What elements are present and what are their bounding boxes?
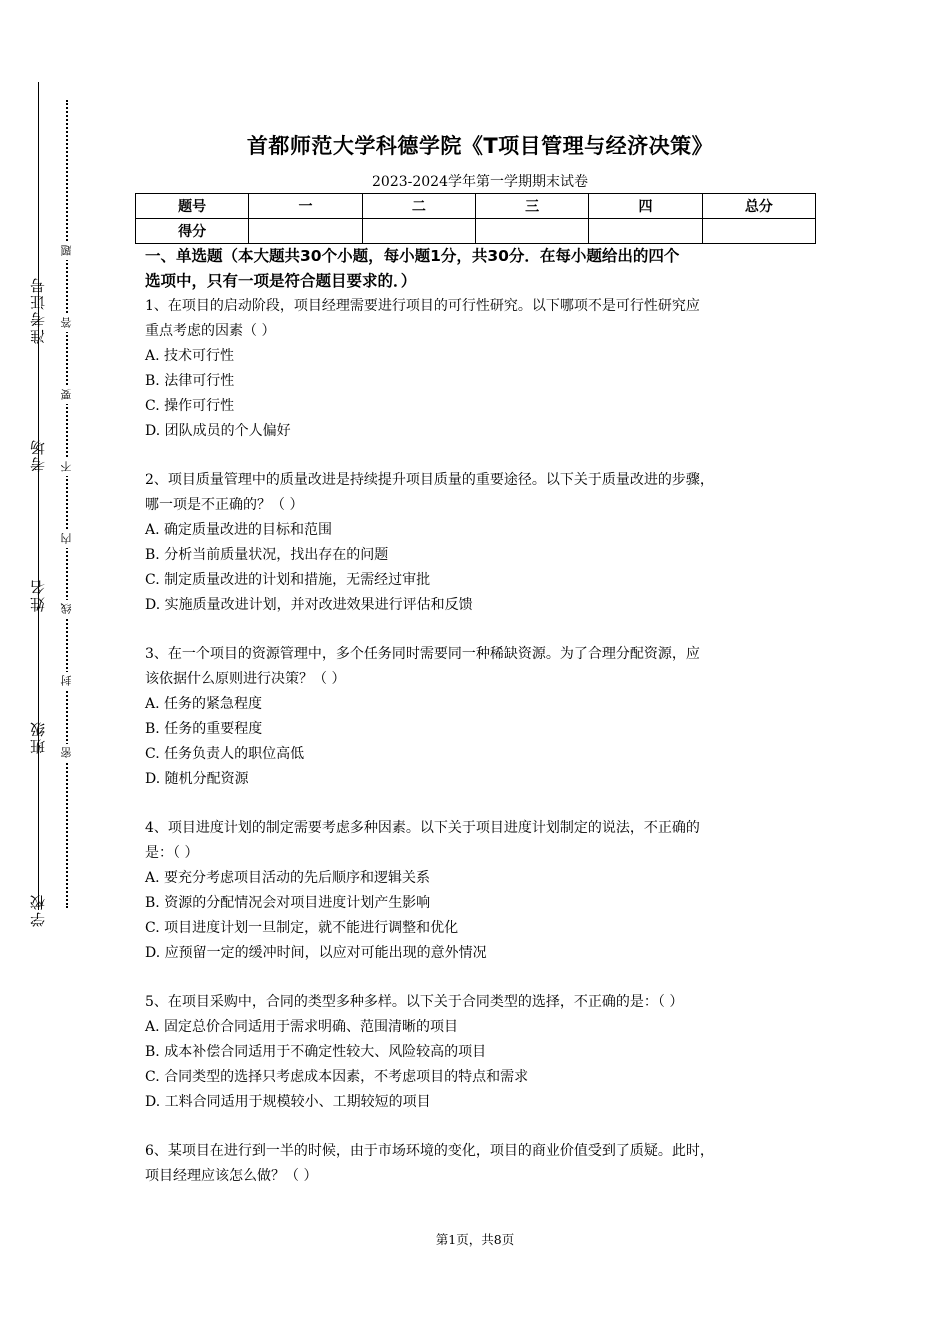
- score-header-cell: 三: [475, 194, 588, 219]
- question-option: B. 成本补偿合同适用于不确定性较大、风险较高的项目: [145, 1044, 487, 1060]
- question-option: C. 操作可行性: [145, 398, 235, 414]
- score-cell: [475, 219, 588, 244]
- question-option: C. 合同类型的选择只考虑成本因素，不考虑项目的特点和需求: [145, 1069, 529, 1085]
- binding-label-school: 学校: [29, 893, 47, 927]
- question-option: B. 法律可行性: [145, 373, 235, 389]
- score-header-cell: 总分: [702, 194, 815, 219]
- question-option: A. 固定总价合同适用于需求明确、范围清晰的项目: [145, 1019, 459, 1035]
- exam-subtitle: 2023-2024学年第一学期期末试卷: [372, 174, 588, 190]
- question-stem-line: 4、项目进度计划的制定需要考虑多种因素。以下关于项目进度计划制定的说法，不正确的: [145, 820, 700, 836]
- seal-char: 密: [58, 744, 76, 762]
- score-cell: [589, 219, 702, 244]
- question-stem-line: 哪一项是不正确的？（ ）: [145, 497, 304, 513]
- question-option: C. 任务负责人的职位高低: [145, 746, 305, 762]
- seal-char: 要: [58, 386, 76, 404]
- binding-label-name: 姓名: [29, 578, 47, 612]
- question-stem-line: 是：（ ）: [145, 845, 199, 861]
- binding-label-class: 班级: [29, 720, 47, 754]
- score-table: [135, 193, 816, 244]
- score-table-header-row: [136, 194, 816, 219]
- seal-char: 不: [58, 458, 76, 476]
- question-option: D. 应预留一定的缓冲时间，以应对可能出现的意外情况: [145, 945, 487, 961]
- question-stem-line: 6、某项目在进行到一半的时候，由于市场环境的变化，项目的商业价值受到了质疑。此时，: [145, 1143, 714, 1159]
- score-header-cell: 题号: [136, 194, 249, 219]
- score-cell: [702, 219, 815, 244]
- question-stem-line: 项目经理应该怎么做？（ ）: [145, 1168, 318, 1184]
- seal-char: 题: [58, 242, 76, 260]
- section-heading-line: 选项中，只有一项是符合题目要求的．）: [145, 272, 417, 290]
- question-5: [145, 990, 817, 1115]
- score-header-cell: 一: [249, 194, 362, 219]
- question-option: B. 资源的分配情况会对项目进度计划产生影响: [145, 895, 431, 911]
- seal-char: 内: [58, 530, 76, 548]
- question-1: [145, 294, 817, 444]
- binding-solid-line: [38, 82, 39, 910]
- score-header-cell: 二: [362, 194, 475, 219]
- question-option: C. 制定质量改进的计划和措施，无需经过审批: [145, 572, 431, 588]
- question-4: [145, 816, 817, 966]
- binding-dotted-line: [66, 100, 68, 908]
- section-heading-line: 一、单选题（本大题共30个小题，每小题1分，共30分．在每小题给出的四个: [145, 247, 680, 265]
- exam-title: 首都师范大学科德学院《T项目管理与经济决策》: [246, 134, 714, 158]
- score-cell: [249, 219, 362, 244]
- question-option: A. 要充分考虑项目活动的先后顺序和逻辑关系: [145, 870, 431, 886]
- seal-char: 答: [58, 314, 76, 332]
- question-2: [145, 468, 817, 618]
- question-stem-line: 该依据什么原则进行决策？（ ）: [145, 671, 346, 687]
- page-footer: 第1页，共8页: [435, 1232, 515, 1247]
- question-option: A. 任务的紧急程度: [145, 696, 263, 712]
- question-option: C. 项目进度计划一旦制定，就不能进行调整和优化: [145, 920, 459, 936]
- score-row-label: 得分: [136, 219, 249, 244]
- question-option: A. 确定质量改进的目标和范围: [145, 522, 333, 538]
- question-option: B. 分析当前质量状况，找出存在的问题: [145, 547, 389, 563]
- score-cell: [362, 219, 475, 244]
- question-stem-line: 重点考虑的因素（ ）: [145, 323, 276, 339]
- seal-char: 线: [58, 600, 76, 618]
- question-option: D. 工料合同适用于规模较小、工期较短的项目: [145, 1094, 431, 1110]
- binding-label-exam-room: 考场: [29, 438, 47, 472]
- question-stem-line: 2、项目质量管理中的质量改进是持续提升项目质量的重要途径。以下关于质量改进的步骤，: [145, 472, 714, 488]
- question-option: B. 任务的重要程度: [145, 721, 263, 737]
- question-stem-line: 5、在项目采购中，合同的类型多种多样。以下关于合同类型的选择，不正确的是：（ ）: [145, 994, 684, 1010]
- question-option: D. 团队成员的个人偏好: [145, 423, 291, 439]
- question-6: [145, 1139, 817, 1189]
- question-option: A. 技术可行性: [145, 348, 235, 364]
- exam-content: [145, 244, 817, 1189]
- question-option: D. 实施质量改进计划，并对改进效果进行评估和反馈: [145, 597, 473, 613]
- seal-char: 封: [58, 672, 76, 690]
- score-table-score-row: [136, 219, 816, 244]
- question-stem-line: 1、在项目的启动阶段，项目经理需要进行项目的可行性研究。以下哪项不是可行性研究应: [145, 298, 700, 314]
- score-header-cell: 四: [589, 194, 702, 219]
- question-option: D. 随机分配资源: [145, 771, 249, 787]
- binding-label-exam-id: 准考证号: [29, 276, 47, 344]
- question-3: [145, 642, 817, 792]
- question-stem-line: 3、在一个项目的资源管理中，多个任务同时需要同一种稀缺资源。为了合理分配资源，应: [145, 646, 700, 662]
